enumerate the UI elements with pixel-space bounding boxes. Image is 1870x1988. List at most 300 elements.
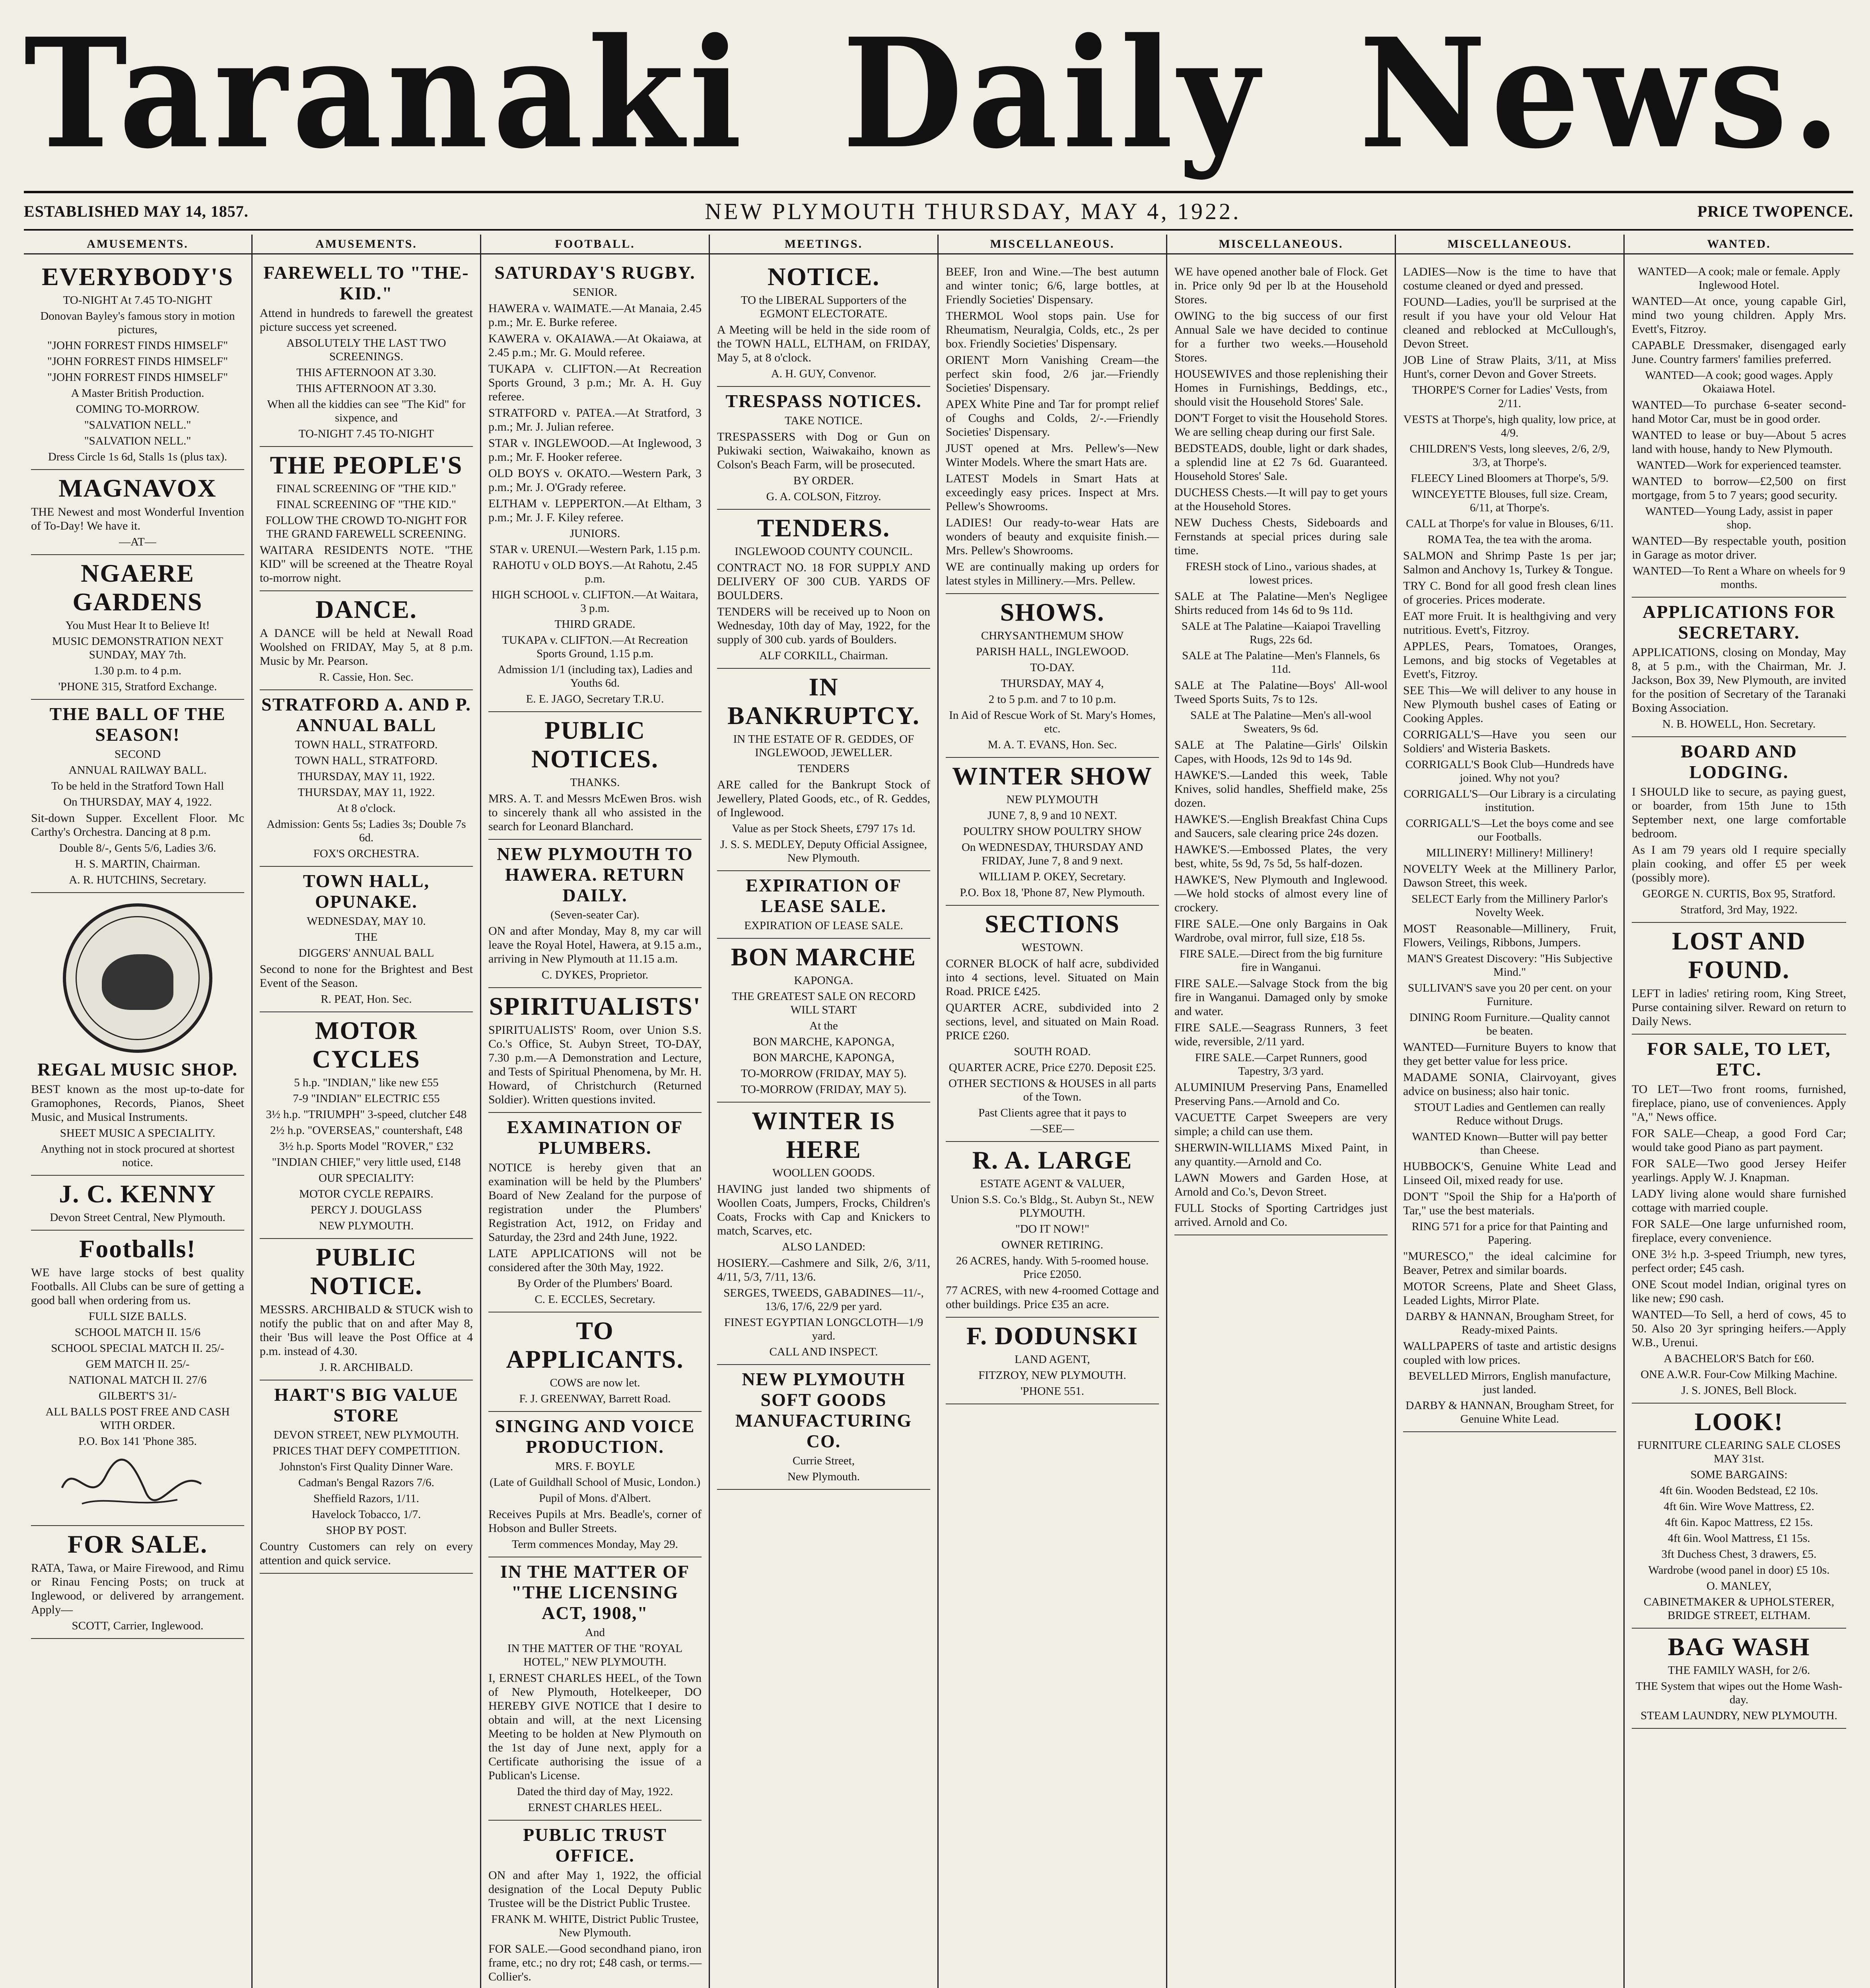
- ad-line: EAT more Fruit. It is healthgiving and very nutritious. Evett's, Fitzroy.: [1403, 610, 1616, 637]
- ad-line: DARBY & HANNAN, Brougham Street, for Genuine White Lead.: [1405, 1399, 1614, 1425]
- ad-line: LAND AGENT,: [1015, 1353, 1090, 1366]
- ad-title: BAG WASH: [1668, 1633, 1810, 1661]
- ad-line: SENIOR.: [573, 286, 617, 299]
- ad-line: WANTED—To Rent a Whare on wheels for 9 months.: [1633, 565, 1845, 591]
- ad-line: EXPIRATION OF LEASE SALE.: [744, 919, 903, 932]
- ad-line: CHILDREN'S Vests, long sleeves, 2/6, 2/9, 3/3, at Thorpe's.: [1409, 443, 1610, 469]
- ad-line: THURSDAY, MAY 4,: [1001, 677, 1104, 690]
- ad-line: OWNER RETIRING.: [1001, 1239, 1104, 1251]
- ad-title: THE PEOPLE'S: [270, 451, 463, 479]
- advertisement: [488, 712, 702, 840]
- ad-line: JOB Line of Straw Plaits, 3/11, at Miss Hunt's, corner Devon and Gover Streets.: [1403, 353, 1616, 381]
- ad-line: A DANCE will be held at Newall Road Woolshed on FRIDAY, May 5, at 8 p.m. Music by Mr. Pearson.: [260, 627, 473, 668]
- ad-line: Donovan Bayley's famous story in motion pictures,: [40, 310, 235, 336]
- ad-line: CORRIGALL'S—Have you seen our Soldiers' and Wisteria Baskets.: [1403, 728, 1616, 755]
- ad-line: Sheffield Razors, 1/11.: [313, 1492, 419, 1505]
- his-masters-voice-seal: [63, 903, 212, 1053]
- ad-line: SCOTT, Carrier, Inglewood.: [72, 1619, 204, 1632]
- ad-line: "SALVATION NELL.": [84, 435, 191, 447]
- advertisement: [31, 1526, 244, 1639]
- ad-line: SCHOOL MATCH II. 15/6: [74, 1326, 201, 1339]
- ad-line: FIRE SALE.—Carpet Runners, good Tapestry, 3/3 yard.: [1195, 1051, 1367, 1077]
- advertisement: [260, 1380, 473, 1574]
- ad-line: 4ft 6in. Wooden Bedstead, £2 10s.: [1660, 1484, 1818, 1497]
- ad-line: ALUMINIUM Preserving Pans, Enamelled Preserving Pans.—Arnold and Co.: [1174, 1081, 1388, 1108]
- ad-line: THIS AFTERNOON AT 3.30.: [296, 382, 436, 395]
- ad-line: Double 8/-, Gents 5/6, Ladies 3/6.: [59, 842, 216, 854]
- advertisement: [717, 669, 930, 871]
- ad-line: PARISH HALL, INGLEWOOD.: [976, 645, 1129, 658]
- advertisement: [717, 939, 930, 1103]
- ad-line: Currie Street,: [792, 1454, 855, 1467]
- ad-line: ELTHAM v. LEPPERTON.—At Eltham, 3 p.m.; Mr. J. F. Kiley referee.: [488, 497, 702, 524]
- ad-line: ABSOLUTELY THE LAST TWO SCREENINGS.: [286, 337, 446, 363]
- ad-line: HIGH SCHOOL v. CLIFTON.—At Waitara, 3 p.m.: [492, 588, 698, 615]
- ad-line: A Meeting will be held in the side room of the TOWN HALL, ELTHAM, on FRIDAY, May 5, at 8 o'clock.: [717, 323, 930, 364]
- ad-line: ORIENT Morn Vanishing Cream—the perfect skin food, 2/6 jar.—Friendly Societies' Dispensary.: [946, 353, 1159, 394]
- ad-line: WAITARA RESIDENTS NOTE. "THE KID" will be screened at the Theatre Royal to-morrow night.: [260, 544, 473, 584]
- advertisement: [717, 258, 930, 387]
- column-heading: FOOTBALL.: [481, 235, 709, 254]
- advertisement: [946, 1142, 1159, 1318]
- ad-line: HUBBOCK'S, Genuine White Lead and Linseed Oil, mixed ready for use.: [1403, 1160, 1616, 1187]
- ad-line: At 8 o'clock.: [337, 802, 396, 815]
- column-8: [1625, 235, 1853, 1988]
- ad-title: TOWN HALL, OPUNAKE.: [303, 871, 430, 912]
- column-5: [939, 235, 1167, 1988]
- ad-line: ANNUAL RAILWAY BALL.: [68, 764, 207, 777]
- ad-line: CORNER BLOCK of half acre, subdivided into 4 sections, level. Situated on Main Road. PRICE £425.: [946, 957, 1159, 998]
- ad-line: WANTED—A cook; male or female. Apply Inglewood Hotel.: [1638, 265, 1840, 291]
- ad-line: STAR v. URENUI.—Western Park, 1.15 p.m.: [489, 543, 701, 556]
- ad-line: SALE at The Palatine—Boys' All-wool Tweed Sports Suits, 7s to 12s.: [1174, 679, 1388, 706]
- ad-line: TO-MORROW (FRIDAY, MAY 5).: [741, 1067, 907, 1080]
- ad-line: LAWN Mowers and Garden Hose, at Arnold and Co.'s, Devon Street.: [1174, 1171, 1388, 1198]
- ad-line: CABINETMAKER & UPHOLSTERER, BRIDGE STREET, ELTHAM.: [1643, 1596, 1835, 1622]
- ad-title: FOR SALE.: [67, 1530, 208, 1558]
- ad-line: SULLIVAN'S save you 20 per cent. on your Furniture.: [1407, 982, 1612, 1008]
- ad-line: M. A. T. EVANS, Hon. Sec.: [987, 738, 1117, 751]
- ad-line: G. A. COLSON, Fitzroy.: [766, 490, 881, 503]
- ad-line: OTHER SECTIONS & HOUSES in all parts of the Town.: [949, 1077, 1156, 1103]
- ad-line: APEX White Pine and Tar for prompt relief of Coughs and Colds, 2/-.—Friendly Societies' Dispensary.: [946, 398, 1159, 439]
- ad-line: DINING Room Furniture.—Quality cannot be beaten.: [1409, 1011, 1610, 1037]
- ad-line: QUARTER ACRE, subdivided into 2 sections, level, and situated on Main Road. PRICE £260.: [946, 1001, 1159, 1042]
- ad-line: OLD BOYS v. OKATO.—Western Park, 3 p.m.; Mr. J. O'Grady referee.: [488, 467, 702, 494]
- ad-line: ONE 3½ h.p. 3-speed Triumph, new tyres, perfect order; £45 cash.: [1632, 1248, 1846, 1275]
- advertisement: [946, 906, 1159, 1142]
- ad-line: WANTED—A cook; good wages. Apply Okaiawa Hotel.: [1645, 369, 1833, 395]
- ad-line: DON'T "Spoil the Ship for a Ha'porth of Tar," use the best materials.: [1403, 1190, 1616, 1217]
- ad-line: TRY C. Bond for all good fresh clean lines of groceries. Prices moderate.: [1403, 579, 1616, 606]
- ad-line: GILBERT'S 31/-: [98, 1390, 177, 1402]
- ad-title: APPLICATIONS FOR SECRETARY.: [1643, 602, 1835, 643]
- ad-line: —AT—: [119, 536, 156, 548]
- advertisement: [260, 447, 473, 591]
- advertisement: [31, 1231, 244, 1526]
- ad-line: Cadman's Bengal Razors 7/6.: [298, 1476, 434, 1489]
- ad-line: FINEST EGYPTIAN LONGCLOTH—1/9 yard.: [724, 1316, 923, 1342]
- ad-line: BEST known as the most up-to-date for Gramophones, Records, Pianos, Sheet Music, and Musical Instruments.: [31, 1083, 244, 1124]
- ad-line: To be held in the Stratford Town Hall: [51, 780, 224, 792]
- ad-line: MUSIC DEMONSTRATION NEXT SUNDAY, MAY 7th.: [52, 635, 224, 661]
- column-heading: MISCELLANEOUS.: [1167, 235, 1395, 254]
- ad-line: ALSO LANDED:: [781, 1241, 866, 1253]
- ad-line: A BACHELOR'S Batch for £60.: [1664, 1352, 1814, 1365]
- ad-line: 77 ACRES, with new 4-roomed Cottage and other buildings. Price £35 an acre.: [946, 1284, 1159, 1311]
- ad-line: 3½ h.p. Sports Model "ROVER," £32: [279, 1140, 454, 1153]
- ad-line: CHRYSANTHEMUM SHOW: [981, 629, 1124, 642]
- ad-line: E. E. JAGO, Secretary T.R.U.: [526, 693, 664, 705]
- advertisement: [717, 1365, 930, 1490]
- ad-line: "JOHN FORREST FINDS HIMSELF": [47, 339, 228, 352]
- ad-line: CORRIGALL'S—Let the boys come and see our Footballs.: [1405, 817, 1614, 843]
- ad-line: FINAL SCREENING OF "THE KID.": [276, 498, 456, 511]
- ad-line: APPLICATIONS, closing on Monday, May 8, at 5 p.m., with the Chairman, Mr. J. Jackson, Box 39, New Plymouth, are invited for the position of Secretary of the Taranaki Boxing Association.: [1632, 646, 1846, 714]
- ad-line: R. Cassie, Hon. Sec.: [319, 671, 414, 683]
- ad-title: SATURDAY'S RUGBY.: [494, 262, 696, 283]
- ad-line: MOTOR CYCLE REPAIRS.: [299, 1188, 433, 1200]
- ad-line: SECOND: [114, 748, 161, 761]
- ad-line: SALE at The Palatine—Men's Negligee Shirts reduced from 14s 6d to 9s 11d.: [1174, 590, 1388, 617]
- advertisement: [717, 387, 930, 510]
- ad-line: Stratford, 3rd May, 1922.: [1680, 903, 1798, 916]
- ad-line: By Order of the Plumbers' Board.: [517, 1277, 673, 1290]
- ad-line: MESSRS. ARCHIBALD & STUCK wish to notify the public that on and after May 8, their 'Bus will leave the Post Office at 4 p.m. instead of 4.30.: [260, 1303, 473, 1358]
- ad-title: TRESPASS NOTICES.: [725, 391, 922, 411]
- ad-line: Johnston's First Quality Dinner Ware.: [279, 1460, 453, 1473]
- ad-line: "SALVATION NELL.": [84, 419, 191, 431]
- column-1: [24, 235, 253, 1988]
- ad-line: THE System that wipes out the Home Wash-day.: [1635, 1680, 1843, 1706]
- ad-line: WANTED Known—Butter will pay better than Cheese.: [1412, 1130, 1608, 1157]
- ad-line: And: [585, 1626, 605, 1639]
- advertisement: [260, 1239, 473, 1380]
- ad-line: 2 to 5 p.m. and 7 to 10 p.m.: [988, 693, 1116, 706]
- ad-line: H. S. MARTIN, Chairman.: [75, 858, 200, 870]
- ad-line: FOR SALE—One large unfurnished room, fireplace, every convenience.: [1632, 1217, 1846, 1244]
- ad-line: I, ERNEST CHARLES HEEL, of the Town of New Plymouth, Hotelkeeper, DO HEREBY GIVE NOTICE that I desire to obtain and will, at the next Licensing Meeting to be holden at New Plymouth on the 1st day of June next, apply for a Certificate authorising the issue of a Publican's License.: [488, 1672, 702, 1782]
- advertisement: [31, 1176, 244, 1231]
- ad-line: A Master British Production.: [71, 387, 204, 400]
- ad-line: TUKAPA v. CLIFTON.—At Recreation Sports Ground, 3 p.m.; Mr. A. H. Guy referee.: [488, 362, 702, 403]
- ad-line: ROMA Tea, the tea with the aroma.: [1427, 533, 1592, 546]
- ad-line: KAWERA v. OKAIAWA.—At Okaiawa, at 2.45 p.m.; Mr. G. Mould referee.: [488, 332, 702, 359]
- ad-line: SOME BARGAINS:: [1690, 1468, 1788, 1481]
- ad-title: EXAMINATION OF PLUMBERS.: [507, 1117, 683, 1158]
- ad-line: 4ft 6in. Kapoc Mattress, £2 15s.: [1665, 1516, 1813, 1529]
- ad-line: 4ft 6in. Wool Mattress, £1 15s.: [1668, 1532, 1810, 1545]
- ad-line: TRESPASSERS with Dog or Gun on Pukiwaki section, Waiwakaiho, known as Colson's Beach Farm, will be prosecuted.: [717, 430, 930, 471]
- ad-line: FULL Stocks of Sporting Cartridges just arrived. Arnold and Co.: [1174, 1202, 1388, 1229]
- ad-line: Past Clients agree that it pays to: [978, 1107, 1127, 1119]
- advertisement: [1174, 258, 1388, 1235]
- ad-line: C. E. ECCLES, Secretary.: [535, 1293, 655, 1306]
- ad-line: MOST Reasonable—Millinery, Fruit, Flowers, Veilings, Ribbons, Jumpers.: [1403, 922, 1616, 949]
- advertisement: [260, 690, 473, 867]
- ad-title: PUBLIC TRUST OFFICE.: [523, 1825, 667, 1866]
- ad-title: IN THE MATTER OF "THE LICENSING ACT, 1908,": [500, 1561, 690, 1623]
- ad-line: BEEF, Iron and Wine.—The best autumn and winter tonic; 6/6, large bottles, at Friendly Societies' Dispensary.: [946, 265, 1159, 306]
- ad-line: 7-9 "INDIAN" ELECTRIC £55: [293, 1092, 440, 1105]
- advertisement: [488, 1312, 702, 1412]
- ad-line: FITZROY, NEW PLYMOUTH.: [978, 1369, 1126, 1382]
- ad-line: BON MARCHE, KAPONGA,: [752, 1035, 895, 1048]
- ad-title: MAGNAVOX: [58, 474, 217, 502]
- ad-line: TENDERS: [797, 762, 850, 775]
- ad-line: P.O. Box 18, 'Phone 87, New Plymouth.: [960, 886, 1145, 899]
- ad-line: NOTICE is hereby given that an examination will be held by the Plumbers' Board of New Zealand for the purpose of registration under the Plumbers' Registration Act, 1912, on Friday and Saturday, the 23rd and 24th June, 1922.: [488, 1161, 702, 1244]
- ad-line: FULL SIZE BALLS.: [88, 1310, 187, 1323]
- ad-line: Admission 1/1 (including tax), Ladies and Youths 6d.: [498, 663, 692, 689]
- advertisement: [1632, 1035, 1846, 1404]
- ad-title: NEW PLYMOUTH SOFT GOODS MANUFACTURING CO.: [735, 1369, 912, 1451]
- ad-line: DON'T Forget to visit the Household Stores. We are selling cheap during our first Sale.: [1174, 412, 1388, 439]
- ad-line: Country Customers can rely on every attention and quick service.: [260, 1540, 473, 1567]
- ad-line: THE GREATEST SALE ON RECORD WILL START: [732, 990, 916, 1016]
- ad-line: BY ORDER.: [793, 474, 854, 487]
- column-4: [710, 235, 939, 1988]
- ad-title: PUBLIC NOTICE.: [310, 1243, 423, 1300]
- ad-line: SALMON and Shrimp Paste 1s per jar; Salmon and Anchovy 1s, Turkey & Tongue.: [1403, 549, 1616, 576]
- ad-line: MAN'S Greatest Discovery: "His Subjective Mind.": [1407, 952, 1613, 978]
- ad-line: RAHOTU v OLD BOYS.—At Rahotu, 2.45 p.m.: [492, 559, 698, 585]
- ad-title: F. DODUNSKI: [966, 1322, 1139, 1350]
- ad-line: FINAL SCREENING OF "THE KID.": [276, 482, 456, 495]
- ad-title: J. C. KENNY: [59, 1180, 216, 1208]
- ad-line: ON and after May 1, 1922, the official designation of the Local Deputy Public Trustee will be the District Public Trustee.: [488, 1869, 702, 1910]
- advertisement: [31, 258, 244, 470]
- ad-line: Receives Pupils at Mrs. Beadle's, corner of Hobson and Buller Streets.: [488, 1508, 702, 1535]
- ad-title: REGAL MUSIC SHOP.: [37, 1059, 238, 1079]
- advertisement: [260, 591, 473, 690]
- ad-line: —SEE—: [1030, 1122, 1074, 1135]
- ad-line: LADY living alone would share furnished cottage with married couple.: [1632, 1187, 1846, 1214]
- ad-line: APPLES, Pears, Tomatoes, Oranges, Lemons, and big stocks of Vegetables at Evett's, Fitzroy.: [1403, 640, 1616, 681]
- ad-line: SALE at The Palatine—Girls' Oilskin Capes, with Hoods, 12s 9d to 14s 9d.: [1174, 738, 1388, 765]
- ad-line: KAPONGA.: [794, 974, 853, 987]
- advertisement: [717, 1103, 930, 1365]
- ad-line: GEM MATCH II. 25/-: [86, 1358, 190, 1371]
- ad-line: WESTOWN.: [1021, 941, 1083, 954]
- ad-line: MRS. A. T. and Messrs McEwen Bros. wish to sincerely thank all who assisted in the search for Leonard Blanchard.: [488, 792, 702, 833]
- ad-line: PRICES THAT DEFY COMPETITION.: [272, 1444, 460, 1457]
- ad-line: "JOHN FORREST FINDS HIMSELF": [47, 355, 228, 368]
- ad-line: Dress Circle 1s 6d, Stalls 1s (plus tax).: [48, 450, 227, 463]
- ad-line: TOWN HALL, STRATFORD.: [295, 738, 438, 751]
- ad-title: LOOK!: [1694, 1408, 1784, 1436]
- ad-line: FOR SALE.—Good secondhand piano, iron frame, etc.; no dry rot; £48 cash, or terms.—Collier's.: [488, 1942, 702, 1983]
- ad-line: LADIES! Our ready-to-wear Hats are wonders of beauty and exquisite finish.—Mrs. Pellew's Showrooms.: [946, 516, 1159, 557]
- ad-line: SOUTH ROAD.: [1014, 1045, 1091, 1058]
- ad-line: When all the kiddies can see "The Kid" for sixpence, and: [267, 398, 466, 424]
- ad-title: NGAERE GARDENS: [72, 559, 203, 616]
- ad-line: FOUND—Ladies, you'll be surprised at the result if you have your old Velour Hat cleaned and reblocked at McCullough's, Devon Street.: [1403, 295, 1616, 350]
- ad-title: SPIRITUALISTS': [489, 992, 701, 1020]
- ad-line: Attend in hundreds to farewell the greatest picture success yet screened.: [260, 307, 473, 334]
- ad-line: RATA, Tawa, or Maire Firewood, and Rimu or Rinau Fencing Posts; on truck at Inglewood, or delivered by arrangement. Apply—: [31, 1561, 244, 1616]
- ad-line: MADAME SONIA, Clairvoyant, gives advice on business; also hair tonic.: [1403, 1071, 1616, 1098]
- ad-line: I SHOULD like to secure, as paying guest, or boarder, from 15th June to 15th September next, one large comfortable bedroom.: [1632, 785, 1846, 840]
- established-date: ESTABLISHED MAY 14, 1857.: [24, 202, 249, 220]
- advertisement: [488, 1821, 702, 1988]
- ad-title: BOARD AND LODGING.: [1681, 741, 1797, 782]
- ad-line: Admission: Gents 5s; Ladies 3s; Double 7s 6d.: [266, 818, 466, 844]
- ad-line: HAWKE'S.—Embossed Plates, the very best, white, 5s 9d, 7s 5d, 5s half-dozen.: [1174, 843, 1388, 870]
- ad-line: DARBY & HANNAN, Brougham Street, for Ready-mixed Paints.: [1405, 1310, 1614, 1336]
- ad-line: HOUSEWIVES and those replenishing their Homes in Furnishings, Beddings, etc., should visit the Household Stores' Sale.: [1174, 367, 1388, 408]
- ad-line: FOLLOW THE CROWD TO-NIGHT FOR THE GRAND FAREWELL SCREENING.: [265, 514, 467, 540]
- ad-line: HAWKE'S.—Landed this week, Table Knives, solid handles, Sheffield make, 25s dozen.: [1174, 769, 1388, 810]
- ad-title: EXPIRATION OF LEASE SALE.: [746, 875, 902, 916]
- ad-title: SECTIONS: [985, 910, 1120, 938]
- ad-line: TO-NIGHT At 7.45 TO-NIGHT: [63, 294, 212, 307]
- ad-line: BEDSTEADS, double, light or dark shades, a splendid line at £2 7s 6d. Guaranteed. Household Stores' Sale.: [1174, 442, 1388, 483]
- ad-line: WOOLLEN GOODS.: [772, 1167, 875, 1179]
- ad-line: 1.30 p.m. to 4 p.m.: [94, 664, 181, 677]
- ad-line: IN THE MATTER OF THE "ROYAL HOTEL," NEW PLYMOUTH.: [507, 1642, 683, 1668]
- ad-line: WANTED—Young Lady, assist in paper shop.: [1645, 505, 1833, 531]
- ad-title: DANCE.: [315, 595, 417, 623]
- ad-line: STOUT Ladies and Gentlemen can really Reduce without Drugs.: [1414, 1101, 1606, 1127]
- ad-line: SHEET MUSIC A SPECIALITY.: [60, 1127, 216, 1140]
- ad-line: NEW Duchess Chests, Sideboards and Fernstands at special prices during sale time.: [1174, 516, 1388, 557]
- ad-line: A. R. HUTCHINS, Secretary.: [69, 874, 206, 886]
- advertisement: [488, 988, 702, 1113]
- advertisement: [488, 1113, 702, 1312]
- ad-title: MOTOR CYCLES: [312, 1016, 420, 1073]
- ad-line: CAPABLE Dressmaker, disengaged early June. Country farmers' families preferred.: [1632, 339, 1846, 366]
- ad-line: ALF CORKILL, Chairman.: [759, 649, 888, 662]
- advertisement: [260, 1012, 473, 1239]
- column-heading: MISCELLANEOUS.: [1396, 235, 1623, 254]
- ad-line: As I am 79 years old I require specially plain cooking, and offer £5 per week (possibly more).: [1632, 843, 1846, 884]
- ad-line: DUCHESS Chests.—It will pay to get yours at the Household Stores.: [1174, 486, 1388, 513]
- advertisement: [260, 867, 473, 1012]
- ad-line: FRANK M. WHITE, District Public Trustee, New Plymouth.: [491, 1913, 699, 1939]
- ad-line: On THURSDAY, MAY 4, 1922.: [63, 796, 212, 808]
- ad-line: WINCEYETTE Blouses, full size. Cream, 6/11, at Thorpe's.: [1411, 488, 1608, 514]
- ad-line: CONTRACT NO. 18 FOR SUPPLY AND DELIVERY OF 300 CUB. YARDS OF BOULDERS.: [717, 561, 930, 602]
- ad-title: WINTER IS HERE: [752, 1107, 896, 1163]
- ad-title: PUBLIC NOTICES.: [531, 716, 659, 773]
- advertisement: [31, 893, 244, 1176]
- ad-line: FURNITURE CLEARING SALE CLOSES MAY 31st.: [1637, 1439, 1841, 1465]
- ad-title: EVERYBODY'S: [41, 262, 234, 291]
- ad-line: O. MANLEY,: [1707, 1580, 1771, 1592]
- ad-line: ON and after Monday, May 8, my car will leave the Royal Hotel, Hawera, at 9.15 a.m., arriving in New Plymouth at 11.15 a.m.: [488, 924, 702, 965]
- ad-line: NOVELTY Week at the Millinery Parlor, Dawson Street, this week.: [1403, 862, 1616, 889]
- ad-line: A. H. GUY, Convenor.: [771, 367, 877, 380]
- ad-line: THURSDAY, MAY 11, 1922.: [297, 770, 435, 783]
- ad-title: R. A. LARGE: [972, 1146, 1133, 1174]
- ad-line: 4ft 6in. Wire Wove Mattress, £2.: [1664, 1500, 1814, 1513]
- ad-line: TUKAPA v. CLIFTON.—At Recreation Sports Ground, 1.15 p.m.: [502, 634, 688, 660]
- ad-line: You Must Hear It to Believe It!: [65, 619, 210, 632]
- ad-line: J. S. S. MEDLEY, Deputy Official Assignee, New Plymouth.: [720, 838, 927, 864]
- column-2: [253, 235, 481, 1988]
- ad-line: Devon Street Central, New Plymouth.: [50, 1211, 225, 1224]
- column-heading: MEETINGS.: [710, 235, 937, 254]
- ad-line: SEE This—We will deliver to any house in New Plymouth bushel cases of Eating or Cooking Apples.: [1403, 684, 1616, 725]
- ad-line: 5 h.p. "INDIAN," like new £55: [294, 1076, 439, 1089]
- ad-line: TO-DAY.: [1030, 661, 1075, 674]
- ad-line: SPIRITUALISTS' Room, over Union S.S. Co.'s Office, St. Aubyn Street, TO-DAY, 7.30 p.m.—A Demonstration and Lecture, and Tests of Spiritual Phenomena, by Mr. H. Howard, of Christchurch (Returned Soldier). Written questions invited.: [488, 1023, 702, 1106]
- ad-line: Union S.S. Co.'s Bldg., St. Aubyn St., NEW PLYMOUTH.: [950, 1193, 1154, 1219]
- ad-line: JUST opened at Mrs. Pellew's—New Winter Models. Where the smart Hats are.: [946, 442, 1159, 469]
- ad-line: SCHOOL SPECIAL MATCH II. 25/-: [51, 1342, 224, 1355]
- ad-title: TO APPLICANTS.: [506, 1316, 684, 1373]
- ad-line: 3½ h.p. "TRIUMPH" 3-speed, clutcher £48: [266, 1108, 467, 1121]
- ad-line: SERGES, TWEEDS, GABADINES—11/-, 13/6, 17/6, 22/9 per yard.: [723, 1287, 924, 1313]
- ad-line: THIS AFTERNOON AT 3.30.: [296, 366, 436, 379]
- ad-line: TENDERS will be received up to Noon on Wednesday, 10th day of May, 1922, for the supply of 300 cub. yards of Boulders.: [717, 605, 930, 646]
- ad-line: SHERWIN-WILLIAMS Mixed Paint, in any quantity.—Arnold and Co.: [1174, 1141, 1388, 1168]
- masthead-word-2: Daily: [842, 5, 1264, 182]
- advertisement: [1632, 1629, 1846, 1729]
- ad-title: BON MARCHE: [731, 943, 917, 971]
- ad-line: (Seven-seater Car).: [550, 909, 640, 921]
- ad-line: SHOP BY POST.: [326, 1524, 407, 1537]
- advertisement: [717, 510, 930, 669]
- ad-title: NEW PLYMOUTH TO HAWERA. RETURN DAILY.: [497, 844, 693, 905]
- ad-line: ONE Scout model Indian, original tyres on like new; £90 cash.: [1632, 1278, 1846, 1305]
- ad-line: SELECT Early from the Millinery Parlor's Novelty Week.: [1411, 893, 1608, 919]
- ad-line: FRESH stock of Lino., various shades, at lowest prices.: [1186, 560, 1376, 586]
- ad-title: LOST AND FOUND.: [1672, 927, 1806, 984]
- column-heading: WANTED.: [1625, 235, 1853, 254]
- ad-line: "MURESCO," the ideal calcimine for Beaver, Petrex and similar boards.: [1403, 1250, 1616, 1277]
- ad-line: WANTED—To Sell, a herd of cows, 45 to 50. Also 20 3yr springing heifers.—Apply W.B., Urenui.: [1632, 1308, 1846, 1349]
- ad-line: JUNIORS.: [570, 527, 620, 540]
- advertisement: [1632, 737, 1846, 923]
- column-heading: AMUSEMENTS.: [24, 235, 251, 254]
- ad-line: CORRIGALL'S—Our Library is a circulating institution.: [1403, 788, 1616, 814]
- ad-line: THE: [355, 931, 378, 944]
- ad-line: TOWN HALL, STRATFORD.: [295, 754, 438, 767]
- advertisement: [488, 840, 702, 988]
- ad-line: 'PHONE 315, Stratford Exchange.: [58, 680, 217, 693]
- ad-line: N. B. HOWELL, Hon. Secretary.: [1662, 718, 1816, 730]
- ad-title: STRATFORD A. AND P. ANNUAL BALL: [261, 694, 471, 735]
- masthead-word-1: Taranaki: [24, 5, 747, 182]
- masthead: [24, 5, 1853, 183]
- ad-line: "INDIAN CHIEF," very little used, £148: [272, 1156, 461, 1169]
- advertisement: [946, 258, 1159, 594]
- ad-line: MOTOR Screens, Plate and Sheet Glass, Leaded Lights, Mirror Plate.: [1403, 1280, 1616, 1307]
- ad-title: TENDERS.: [757, 514, 890, 542]
- price-label: PRICE TWOPENCE.: [1697, 202, 1853, 220]
- ad-line: P.O. Box 141 'Phone 385.: [78, 1435, 197, 1448]
- ad-line: Havelock Tobacco, 1/7.: [311, 1508, 421, 1521]
- ad-line: TO the LIBERAL Supporters of the EGMONT ELECTORATE.: [741, 294, 907, 320]
- ad-line: Anything not in stock procured at shortest notice.: [40, 1143, 235, 1169]
- ad-line: IN THE ESTATE OF R. GEDDES, OF INGLEWOOD, JEWELLER.: [733, 733, 914, 759]
- ad-line: INGLEWOOD COUNTY COUNCIL.: [735, 545, 913, 558]
- ad-line: FIRE SALE.—Salvage Stock from the big fire in Wanganui. Damaged only by smoke and water.: [1174, 977, 1388, 1018]
- ad-line: WANTED—Work for experienced teamster.: [1637, 459, 1841, 472]
- ad-line: TO LET—Two front rooms, furnished, fireplace, piano, use of conveniences. Apply "A," News office.: [1632, 1083, 1846, 1124]
- ad-line: FOX'S ORCHESTRA.: [313, 847, 420, 860]
- advertisement: [488, 258, 702, 712]
- ad-line: HAWKE'S.—English Breakfast China Cups and Saucers, sale clearing price 24s dozen.: [1174, 813, 1388, 840]
- ad-line: J. R. ARCHIBALD.: [319, 1361, 413, 1374]
- ad-line: 3ft Duchess Chest, 3 drawers, £5.: [1661, 1548, 1817, 1561]
- ad-line: TAKE NOTICE.: [785, 414, 863, 427]
- ad-line: LADIES—Now is the time to have that costume cleaned or dyed and pressed.: [1403, 265, 1616, 292]
- ad-line: NATIONAL MATCH II. 27/6: [68, 1374, 207, 1386]
- ad-line: WANTED—To purchase 6-seater second-hand Motor Car, must be in good order.: [1632, 398, 1846, 425]
